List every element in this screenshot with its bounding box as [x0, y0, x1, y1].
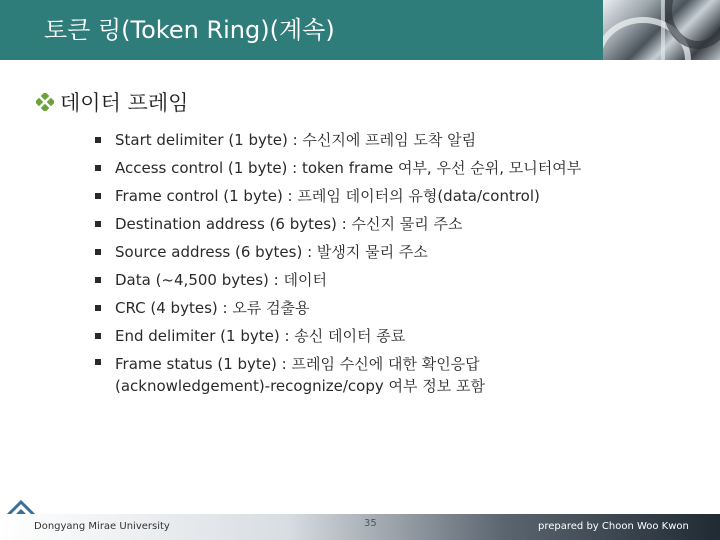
- section-heading-text: 데이터 프레임: [60, 91, 189, 115]
- list-item: [95, 294, 695, 322]
- footer-university: Dongyang Mirae University: [34, 521, 170, 532]
- square-bullet-icon: [95, 193, 101, 199]
- square-bullet-icon: [95, 305, 101, 311]
- list-item: [95, 322, 695, 350]
- list-item-text: Frame status (1 byte) : 프레임 수신에 대한 확인응답: [115, 355, 480, 373]
- list-item-text: Source address (6 bytes) : 발생지 물리 주소: [115, 243, 428, 261]
- list-item-text: Access control (1 byte) : token frame 여부, 우선 순위, 모니터여부: [115, 159, 582, 177]
- list-item-text: End delimiter (1 byte) : 송신 데이터 종료: [115, 327, 406, 345]
- metallic-art-icon: [603, 0, 720, 60]
- diamond-cluster-icon: [36, 91, 60, 117]
- square-bullet-icon: [95, 359, 101, 365]
- title-bar: [0, 0, 720, 60]
- list-item: [95, 126, 695, 154]
- footer-bar: [0, 514, 720, 540]
- square-bullet-icon: [95, 333, 101, 339]
- list-item-text: CRC (4 bytes) : 오류 검출용: [115, 299, 310, 317]
- list-item: [95, 350, 695, 397]
- frame-field-list: [95, 126, 695, 397]
- list-item-text: Frame control (1 byte) : 프레임 데이터의 유형(data/control): [115, 187, 540, 205]
- slide-title: 토큰 링(Token Ring)(계속): [44, 16, 335, 44]
- list-item: [95, 182, 695, 210]
- square-bullet-icon: [95, 137, 101, 143]
- square-bullet-icon: [95, 221, 101, 227]
- corner-decoration: [603, 0, 720, 60]
- list-item-continuation: (acknowledgement)-recognize/copy 여부 정보 포함: [115, 377, 485, 395]
- page-number: 35: [364, 518, 377, 529]
- list-item-text: Data (~4,500 bytes) : 데이터: [115, 271, 327, 289]
- list-item: [95, 154, 695, 182]
- list-item-text: Destination address (6 bytes) : 수신지 물리 주소: [115, 215, 463, 233]
- list-item: [95, 266, 695, 294]
- footer-credit: prepared by Choon Woo Kwon: [538, 521, 689, 532]
- list-item: [95, 210, 695, 238]
- square-bullet-icon: [95, 165, 101, 171]
- list-item: [95, 238, 695, 266]
- list-item-text: Start delimiter (1 byte) : 수신지에 프레임 도착 알림: [115, 131, 477, 149]
- section-heading: [36, 90, 188, 117]
- square-bullet-icon: [95, 249, 101, 255]
- square-bullet-icon: [95, 277, 101, 283]
